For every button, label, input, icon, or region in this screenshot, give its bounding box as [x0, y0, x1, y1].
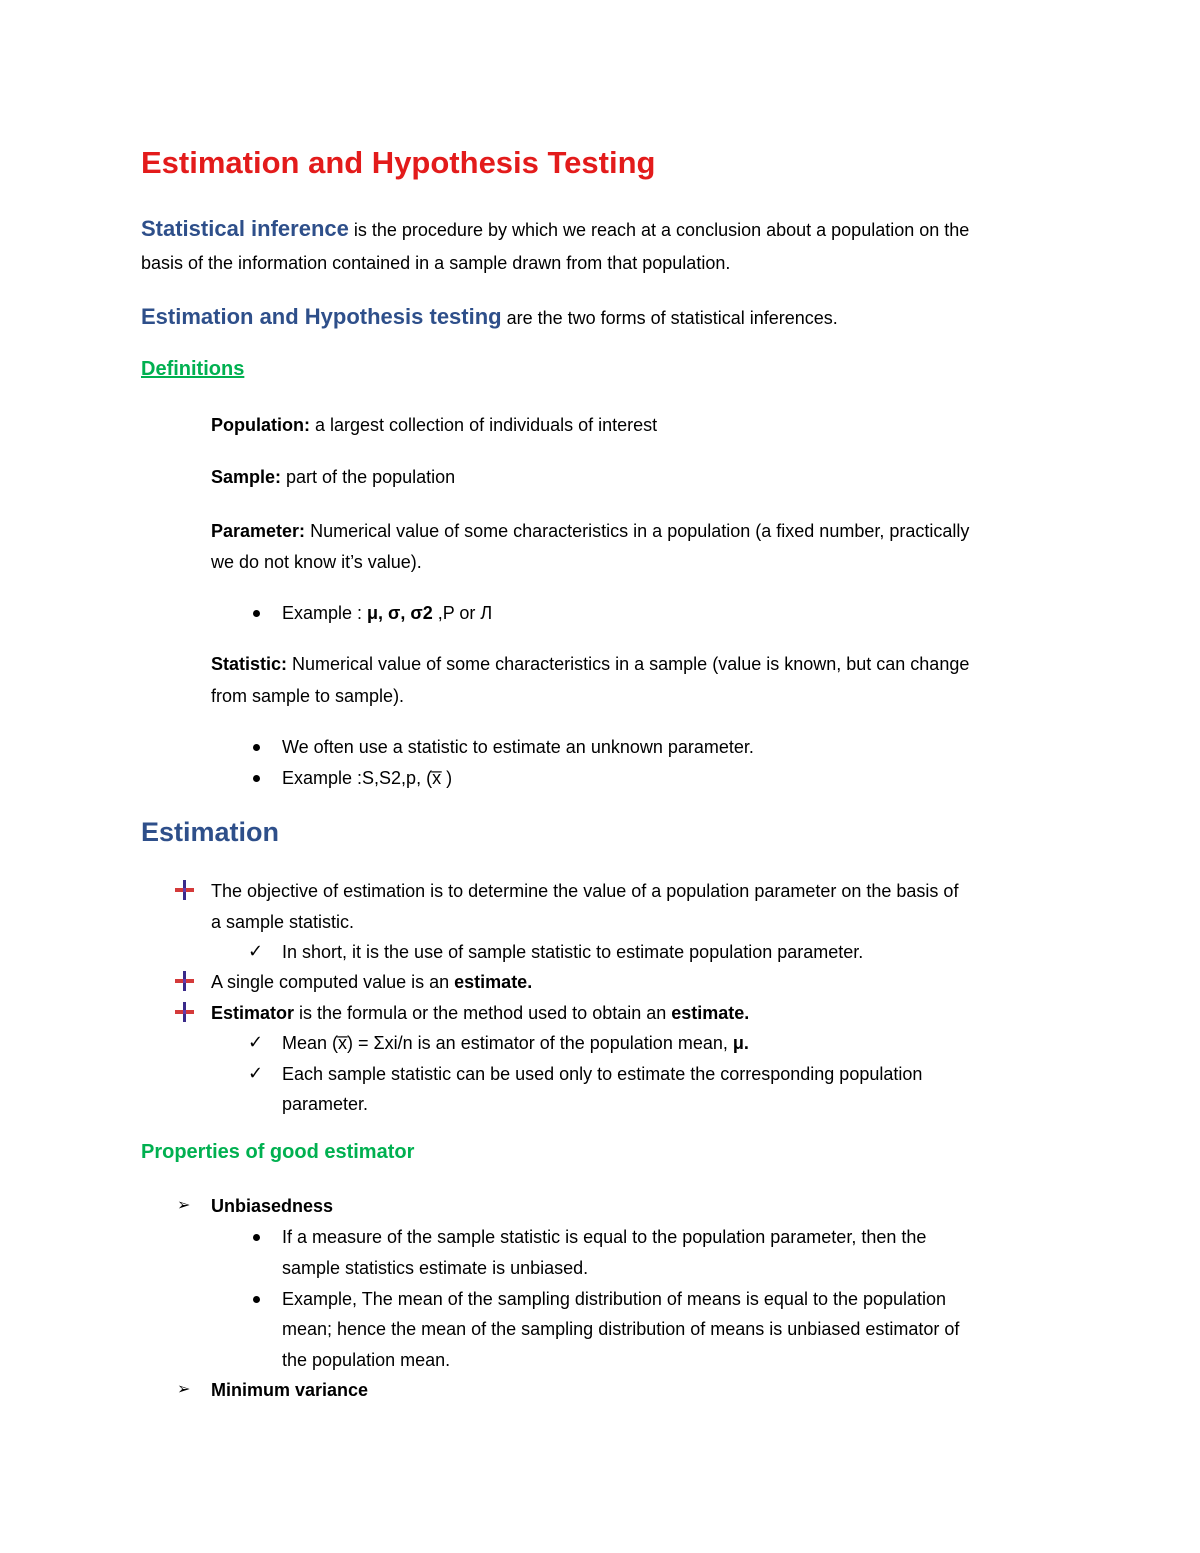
estimation-item-3: Estimator is the formula or the method used to obtain an estimate.: [211, 1003, 750, 1023]
def-parameter-line-2: we do not know it’s value).: [211, 552, 422, 572]
checkmark-icon: ✓: [248, 1032, 264, 1052]
def-population: Population: a largest collection of individuals of interest: [211, 415, 658, 435]
estimation-check-3-line-1: Each sample statistic can be used only to estimate the corresponding population: [282, 1064, 923, 1084]
bullet-icon: [253, 1296, 260, 1303]
def-statistic-line-1: Statistic: Numerical value of some characteristics in a sample (value is known, but can change: [211, 654, 970, 674]
def-sample: Sample: part of the population: [211, 467, 456, 487]
bullet-icon: [253, 610, 260, 617]
arrow-bullet-icon: ➢: [177, 1381, 191, 1398]
intro-term: Statistical inference: [141, 216, 349, 241]
estimation-item-1-line-1: The objective of estimation is to determine the value of a population parameter on the basis of: [211, 881, 959, 901]
estimation-check-3-line-2: parameter.: [282, 1094, 369, 1114]
checkmark-icon: ✓: [248, 1063, 264, 1083]
checkmark-icon: ✓: [248, 941, 264, 961]
estimation-heading: Estimation: [141, 817, 280, 847]
page-title: Estimation and Hypothesis Testing: [141, 145, 656, 180]
properties-heading: Properties of good estimator: [141, 1141, 415, 1163]
estimation-check-2: Mean (x̅) = Σxi/n is an estimator of the population mean, μ.: [282, 1033, 749, 1053]
property-minimum-variance: Minimum variance: [211, 1380, 369, 1400]
statistic-bullet-2: Example :S,S2,p, (x̅ ): [282, 768, 453, 788]
definitions-heading: Definitions: [141, 358, 245, 380]
fancy-bullet-icon: [173, 879, 195, 901]
unbiased-bullet-2-line-2: mean; hence the mean of the sampling distribution of means is unbiased estimator of: [282, 1319, 960, 1339]
fancy-bullet-icon: [173, 970, 195, 992]
statistic-bullet-1: We often use a statistic to estimate an unknown parameter.: [282, 737, 754, 757]
estimation-item-2: A single computed value is an estimate.: [211, 972, 533, 992]
forms-sentence: Estimation and Hypothesis testing are the two forms of statistical inferences.: [141, 304, 838, 329]
bullet-icon: [253, 775, 260, 782]
unbiased-bullet-2-line-1: Example, The mean of the sampling distribution of means is equal to the population: [282, 1289, 947, 1309]
bullet-icon: [253, 1234, 260, 1241]
def-parameter-line-1: Parameter: Numerical value of some characteristics in a population (a fixed number, practically: [211, 521, 970, 541]
estimation-item-1-line-2: a sample statistic.: [211, 912, 355, 932]
unbiased-bullet-2-line-3: the population mean.: [282, 1350, 451, 1370]
def-statistic-line-2: from sample to sample).: [211, 686, 405, 706]
property-unbiasedness: Unbiasedness: [211, 1196, 334, 1216]
unbiased-bullet-1-line-1: If a measure of the sample statistic is equal to the population parameter, then the: [282, 1227, 927, 1247]
estimation-check-1: In short, it is the use of sample statistic to estimate population parameter.: [282, 942, 864, 962]
intro-line-1: Statistical inference is the procedure by which we reach at a conclusion about a population on the: [141, 216, 970, 241]
unbiased-bullet-1-line-2: sample statistics estimate is unbiased.: [282, 1258, 589, 1278]
intro-line-2: basis of the information contained in a sample drawn from that population.: [141, 253, 731, 273]
parameter-example: Example : μ, σ, σ2 ,P or Л: [282, 603, 493, 623]
arrow-bullet-icon: ➢: [177, 1197, 191, 1214]
fancy-bullet-icon: [173, 1001, 195, 1023]
bullet-icon: [253, 744, 260, 751]
forms-term: Estimation and Hypothesis testing: [141, 304, 502, 329]
